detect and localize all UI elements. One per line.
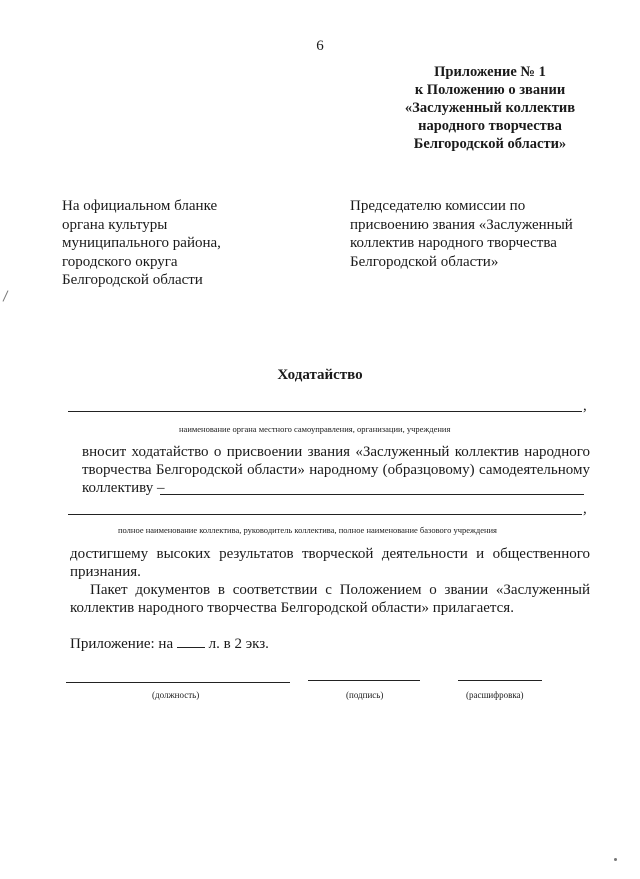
addressee-line: присвоению звания «Заслуженный	[350, 216, 573, 233]
sender-line: муниципального района,	[62, 235, 221, 251]
authority-name-field[interactable]	[68, 411, 582, 412]
addressee-line: Председателю комиссии по	[350, 198, 526, 214]
package-paragraph	[70, 581, 590, 617]
paragraph-line: Пакет документов в соответствии с Положением о звании «Заслуженный	[90, 582, 590, 598]
appendix-header	[380, 63, 600, 153]
authority-name-caption: наименование органа местного самоуправления, организации, учреждения	[179, 424, 451, 434]
paragraph-line: признания.	[70, 564, 141, 580]
appendix-line: Белгородской области»	[413, 136, 567, 152]
decoding-field[interactable]	[458, 680, 542, 681]
paragraph-line: коллективу –	[82, 480, 165, 496]
sender-line: городского округа	[62, 253, 178, 270]
field-trailing-comma: ,	[583, 398, 587, 414]
sender-line: На официальном бланке	[62, 198, 218, 214]
sheet-count-field[interactable]	[177, 635, 205, 648]
position-field[interactable]	[66, 682, 290, 683]
achievement-paragraph	[70, 545, 590, 581]
collective-name-field[interactable]	[160, 494, 584, 495]
paragraph-line: творчества Белгородской области» народному (образцовому) самодеятельному	[82, 462, 590, 478]
sender-line: органа культуры	[62, 216, 168, 233]
scan-mark	[3, 290, 9, 301]
addressee-line: коллектив народного творчества	[350, 235, 557, 251]
appendix-line: Приложение № 1	[434, 64, 546, 80]
sender-line: Белгородской области	[62, 272, 203, 288]
signature-caption: (подпись)	[346, 690, 384, 700]
appendix-line: «Заслуженный коллектив	[404, 100, 576, 116]
position-caption: (должность)	[152, 690, 200, 700]
attachment-line	[70, 635, 269, 653]
appendix-line: к Положению о звании	[414, 82, 566, 98]
collective-details-caption: полное наименование коллектива, руководитель коллектива, полное наименование базового учреждения	[118, 525, 497, 535]
attachment-suffix: л. в 2 экз.	[204, 636, 269, 652]
paragraph-line: достигшему высоких результатов творческой деятельности и общественного	[70, 546, 590, 562]
decoding-caption: (расшифровка)	[466, 690, 524, 700]
document-title: Ходатайство	[277, 367, 363, 383]
paragraph-line: вносит ходатайство о присвоении звания «Заслуженный коллектив народного	[82, 444, 590, 460]
signature-field[interactable]	[308, 680, 420, 681]
sender-block	[62, 197, 302, 290]
scan-mark	[614, 858, 617, 861]
collective-details-field[interactable]	[68, 514, 582, 515]
addressee-line: Белгородской области»	[350, 253, 499, 270]
paragraph-line: коллектив народного творчества Белгородской области» прилагается.	[70, 600, 514, 616]
attachment-prefix: Приложение: на	[70, 636, 177, 652]
appendix-line: народного творчества	[418, 118, 562, 134]
addressee-block	[350, 197, 600, 271]
page-number: 6	[316, 38, 324, 54]
field-trailing-comma: ,	[583, 501, 587, 517]
petition-paragraph	[82, 443, 590, 497]
